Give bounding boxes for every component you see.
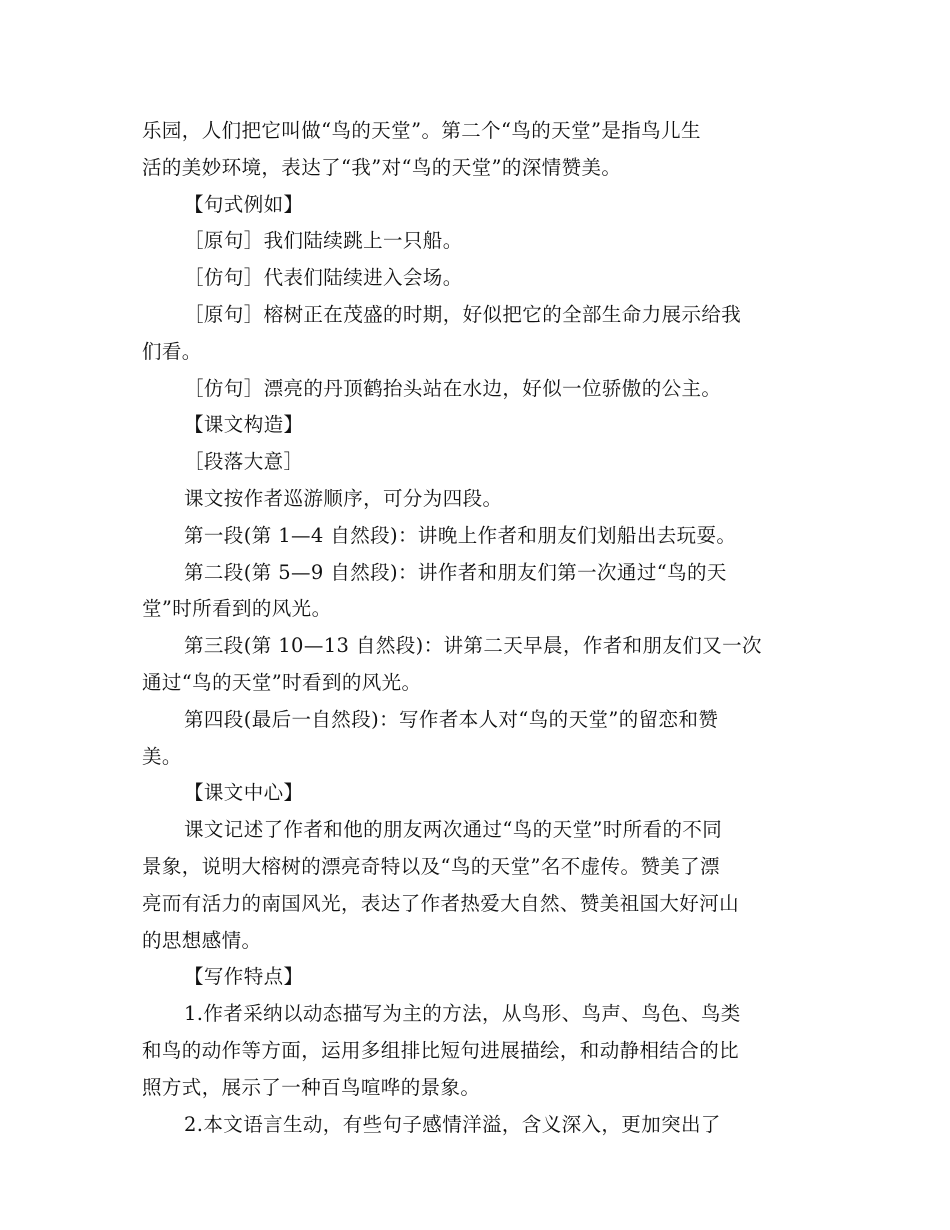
subheading-paragraph-summary: ［段落大意］	[184, 450, 304, 474]
text-line: 第二段(第 5—9 自然段)：讲作者和朋友们第一次通过“鸟的天	[184, 560, 727, 584]
text-line: 美。	[142, 744, 182, 768]
text-line: 第四段(最后一自然段)：写作者本人对“鸟的天堂”的留恋和赞	[184, 707, 719, 731]
text-line: 照方式，展示了一种百鸟喧哗的景象。	[142, 1075, 481, 1099]
text-line: ［仿句］漂亮的丹顶鹤抬头站在水边，好似一位骄傲的公主。	[184, 376, 722, 400]
text-line: 1.作者采纳以动态描写为主的方法，从鸟形、鸟声、鸟色、鸟类	[184, 1002, 741, 1026]
text-line: 堂”时所看到的风光。	[142, 597, 332, 621]
document-body	[142, 113, 810, 1143]
section-heading-writing-features: 【写作特点】	[184, 965, 304, 989]
text-line: 亮而有活力的南国风光，表达了作者热爱大自然、赞美祖国大好河山	[142, 891, 740, 915]
text-line: 第三段(第 10—13 自然段)：讲第二天早晨，作者和朋友们又一次	[184, 634, 762, 658]
text-line: 通过“鸟的天堂”时看到的风光。	[142, 670, 422, 694]
text-line: 的思想感情。	[142, 928, 262, 952]
text-line: 课文按作者巡游顺序，可分为四段。	[184, 486, 503, 510]
text-line: ［原句］我们陆续跳上一只船。	[184, 229, 463, 253]
section-heading-sentence-examples: 【句式例如】	[184, 192, 304, 216]
section-heading-text-center: 【课文中心】	[184, 781, 304, 805]
text-line: 乐园，人们把它叫做“鸟的天堂”。第二个“鸟的天堂”是指鸟儿生	[142, 119, 701, 142]
text-line: 活的美妙环境，表达了“我”对“鸟的天堂”的深情赞美。	[142, 155, 622, 179]
text-line: ［原句］榕树正在茂盛的时期，好似把它的全部生命力展示给我	[184, 302, 742, 326]
text-line: 们看。	[142, 339, 202, 363]
text-line: 课文记述了作者和他的朋友两次通过“鸟的天堂”时所看的不同	[184, 818, 723, 842]
text-line: 和鸟的动作等方面，运用多组排比短句进展描绘，和动静相结合的比	[142, 1038, 740, 1062]
section-heading-text-structure: 【课文构造】	[184, 413, 304, 437]
text-line: 2.本文语言生动，有些句子感情洋溢，含义深入，更加突出了	[184, 1112, 721, 1136]
text-line: ［仿句］代表们陆续进入会场。	[184, 266, 463, 290]
text-line: 第一段(第 1—4 自然段)：讲晚上作者和朋友们划船出去玩耍。	[184, 523, 737, 547]
text-line: 景象，说明大榕树的漂亮奇特以及“鸟的天堂”名不虚传。赞美了漂	[142, 854, 720, 878]
